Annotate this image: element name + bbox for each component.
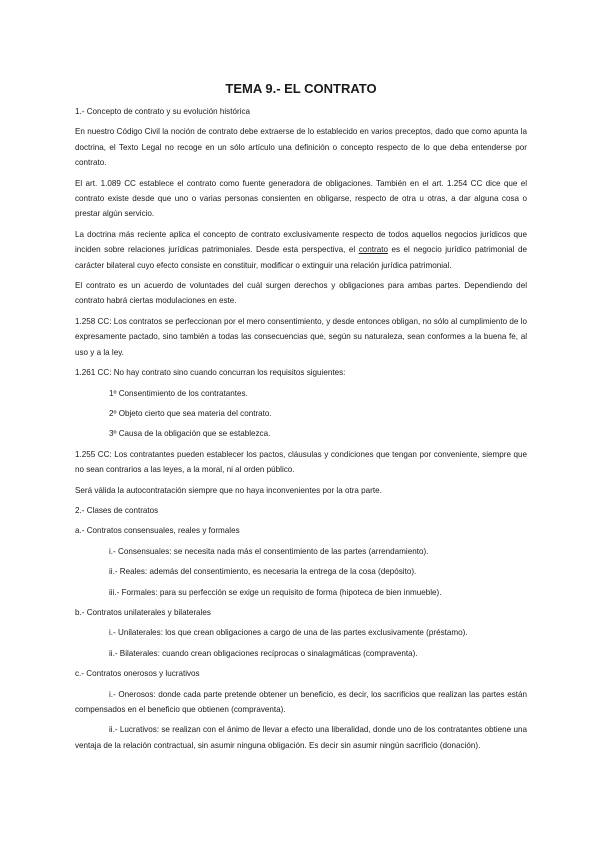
paragraph: El art. 1.089 CC establece el contrato como fuente generadora de obligaciones. También en el art. 1.254 CC dice que el contrato existe desde que uno o varias personas consienten en obligarse, respecto de otra u otras, a dar alguna cosa o prestar algún servicio. — [75, 178, 527, 219]
paragraph: 1.258 CC: Los contratos se perfeccionan por el mero consentimiento, y desde entonces obligan, no sólo al cumplimiento de lo expresamente pactado, sino también a todas las consecuencias que, según su naturaleza, sean conformes a la buena fe, al uso y a la ley. — [75, 316, 527, 357]
requirement-item: 2º Objeto cierto que sea materia del contrato. — [109, 408, 272, 418]
list-item: i.- Onerosos: donde cada parte pretende obtener un beneficio, es decir, los sacrificios que realizan las partes están compensados en el beneficio que obtienen (compraventa). — [75, 689, 527, 714]
requirement-item: 1º Consentimiento de los contratantes. — [109, 388, 248, 398]
paragraph-text: La doctrina más reciente aplica el concepto de contrato exclusivamente respecto de todos aquellos negocios jurídicos que inciden sobre relaciones jurídicas patrimoniales. Desde esta perspectiva, el — [75, 229, 527, 255]
requirement-item: 3º Causa de la obligación que se establezca. — [109, 429, 271, 439]
paragraph: El contrato es un acuerdo de voluntades del cuál surgen derechos y obligaciones para ambas partes. Dependiendo del contrato habrá ciertas modulaciones en este. — [75, 281, 527, 306]
subsection-heading: b.- Contratos unilaterales y bilaterales — [75, 607, 211, 617]
paragraph: Será válida la autocontratación siempre que no haya inconvenientes por la otra parte. — [75, 485, 382, 495]
paragraph: En nuestro Código Civil la noción de contrato debe extraerse de lo establecido en varios preceptos, dado que como apunta la doctrina, el Texto Legal no recoge en un sólo artículo una definición o concepto respecto de lo que deba entenderse por contrato. — [75, 127, 527, 168]
list-item: iii.- Formales: para su perfección se exige un requisito de forma (hipoteca de bien inmueble). — [109, 587, 442, 597]
list-item: ii.- Bilaterales: cuando crean obligaciones recíprocas o sinalagmáticas (compraventa). — [109, 648, 418, 658]
section-heading: 1.- Concepto de contrato y su evolución histórica — [75, 107, 251, 116]
section-heading: 2.- Clases de contratos — [75, 505, 159, 515]
list-item: ii.- Lucrativos: se realizan con el ánimo de llevar a efecto una liberalidad, donde uno de los contratantes obtiene una ventaja de la relación contractual, sin asumir ninguna obligación. Es decir sin asumir ningún sacrificio (donación). — [75, 725, 527, 750]
subsection-heading: a.- Contratos consensuales, reales y formales — [75, 526, 240, 536]
subsection-heading: c.- Contratos onerosos y lucrativos — [75, 669, 200, 679]
document-title: TEMA 9.- EL CONTRATO — [225, 81, 377, 96]
paragraph: 1.255 CC: Los contratantes pueden establecer los pactos, cláusulas y condiciones que tengan por conveniente, siempre que no sean contrarios a las leyes, a la moral, ni al orden público. — [75, 449, 527, 475]
list-item: ii.- Reales: además del consentimiento, es necesaria la entrega de la cosa (depósito). — [109, 567, 417, 577]
paragraph — [75, 227, 527, 273]
contrato-link[interactable]: contrato — [358, 245, 388, 255]
document-page — [75, 80, 527, 758]
list-item: i.- Unilaterales: los que crean obligaciones a cargo de una de las partes exclusivamente (préstamo). — [109, 628, 468, 638]
list-item: i.- Consensuales: se necesita nada más el consentimiento de las partes (arrendamiento). — [109, 546, 429, 556]
paragraph: 1.261 CC: No hay contrato sino cuando concurran los requisitos siguientes: — [75, 368, 346, 378]
paragraph-text: es el negocio jurídico patrimonial de carácter bilateral cuyo efecto consiste en constituir, modificar o extinguir una relación jurídica patrimonial. — [75, 245, 528, 270]
